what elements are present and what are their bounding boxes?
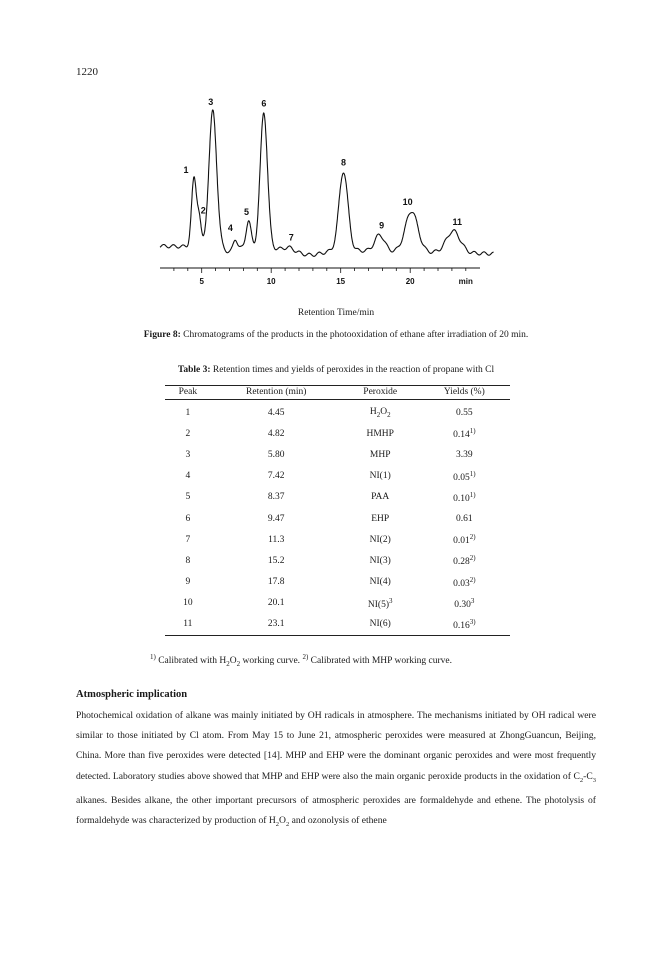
figure-caption-label: Figure 8: xyxy=(143,330,181,340)
cell-retention: 15.2 xyxy=(267,555,285,566)
cell-retention: 17.8 xyxy=(267,577,285,588)
cell-yield xyxy=(419,572,510,593)
peak-label: 8 xyxy=(340,157,346,168)
cell-peak: 8 xyxy=(185,555,191,566)
yield-note: 1) xyxy=(469,427,476,436)
cell-peak: 3 xyxy=(185,449,191,460)
cell-peroxide xyxy=(342,572,419,593)
peroxide-name: $H_2O_2$ xyxy=(369,406,391,419)
figure-caption xyxy=(76,330,596,340)
cell-peroxide xyxy=(342,614,419,636)
yield-note: 2) xyxy=(469,533,476,542)
yield-value: 0.61 xyxy=(456,513,473,524)
yield-note: 3) xyxy=(469,617,476,626)
paragraph-part-2: -C xyxy=(583,770,593,782)
cell-retention: 7.42 xyxy=(267,471,285,482)
footnote-1-text-a: Calibrated with H xyxy=(155,656,227,667)
cell-yield xyxy=(419,529,510,550)
table-row xyxy=(165,400,510,424)
cell-yield xyxy=(419,444,510,465)
cell-retention: 11.3 xyxy=(268,534,285,545)
cell-yield xyxy=(419,614,510,636)
footnote-1-sub2: 2 xyxy=(236,660,241,669)
peroxide-name: NI(3) xyxy=(369,555,391,566)
yield-value: 0.05 xyxy=(453,472,470,483)
paragraph-sub-1: 2 xyxy=(579,776,584,784)
cell-peak: 10 xyxy=(183,598,193,609)
footnote-1-mark: 1) xyxy=(150,653,156,661)
table-row xyxy=(165,593,510,614)
cell-peroxide xyxy=(342,593,419,614)
cell-peroxide xyxy=(342,550,419,571)
peroxide-name: MHP xyxy=(369,449,391,460)
cell-peroxide xyxy=(342,466,419,487)
yield-value: 0.28 xyxy=(453,557,470,568)
cell-peak: 4 xyxy=(185,471,191,482)
paragraph-part-4: O xyxy=(279,814,286,826)
peak-label: 1 xyxy=(183,164,189,175)
cell-yield xyxy=(419,508,510,529)
yield-note: 1) xyxy=(469,490,476,499)
section-heading: Atmospheric implication xyxy=(76,689,188,700)
peak-label: 3 xyxy=(208,97,214,108)
cell-yield xyxy=(419,400,510,424)
table-row xyxy=(165,508,510,529)
paragraph-sub-2: 3 xyxy=(592,776,596,784)
cell-yield xyxy=(419,593,510,614)
yield-value: 0.14 xyxy=(453,430,470,441)
footnote-2-text: Calibrated with MHP working curve. xyxy=(308,656,452,667)
table-row xyxy=(165,466,510,487)
yield-value: 0.16 xyxy=(453,621,470,632)
peroxide-name: HMHP xyxy=(366,428,394,439)
page-number: 1220 xyxy=(76,66,98,78)
cell-retention: 9.47 xyxy=(267,513,285,524)
table-header-row xyxy=(165,386,510,400)
peak-label: 7 xyxy=(288,232,294,243)
peroxide-name: NI(6) xyxy=(369,619,391,630)
peak-label: 5 xyxy=(244,206,250,217)
peroxide-name: NI(5) xyxy=(367,599,389,610)
yield-value: 0.10 xyxy=(453,493,470,504)
peroxide-name: NI(1) xyxy=(369,471,391,482)
table-row xyxy=(165,423,510,444)
header-peak: Peak xyxy=(165,386,211,400)
body-paragraph xyxy=(76,706,596,835)
yield-value: 0.03 xyxy=(453,578,470,589)
yield-note: 3 xyxy=(470,596,475,605)
table-row xyxy=(165,444,510,465)
peak-label: 11 xyxy=(452,216,463,227)
peroxide-note: 3 xyxy=(389,596,393,605)
cell-yield xyxy=(419,423,510,444)
paragraph-part-3: alkanes. Besides alkane, the other important precursors of atmospheric peroxides are formaldehyde and ethene. The photolysis of formaldehyde was characterized by production of H xyxy=(76,794,596,826)
peroxide-name: NI(2) xyxy=(369,534,391,545)
cell-peroxide xyxy=(342,508,419,529)
header-peroxide: Peroxide xyxy=(342,386,419,400)
paragraph-sub-3: 2 xyxy=(275,820,280,828)
yield-value: 0.55 xyxy=(456,407,473,418)
peak-label: 2 xyxy=(200,205,206,216)
yield-note: 2) xyxy=(469,554,476,563)
cell-retention: 8.37 xyxy=(267,492,285,503)
cell-peak: 6 xyxy=(185,513,191,524)
peroxide-name: EHP xyxy=(371,513,390,524)
cell-retention: 5.80 xyxy=(267,449,285,460)
table-row xyxy=(165,529,510,550)
x-tick-label: 5 xyxy=(199,277,204,286)
cell-peak: 7 xyxy=(185,534,191,545)
cell-peroxide xyxy=(342,423,419,444)
yield-value: 3.39 xyxy=(456,449,473,460)
cell-retention: 23.1 xyxy=(211,614,342,636)
footnote-1-sub: 2 xyxy=(226,660,230,669)
cell-peak: 1 xyxy=(185,407,191,418)
figure-caption-text: Chromatograms of the products in the photooxidation of ethane after irradiation of 20 min. xyxy=(180,330,529,340)
table-row xyxy=(165,550,510,571)
header-retention: Retention (min) xyxy=(211,386,342,400)
cell-yield xyxy=(419,550,510,571)
peak-label: 9 xyxy=(379,220,385,231)
table-row xyxy=(165,487,510,508)
cell-peak: 5 xyxy=(185,492,191,503)
x-axis-title: Retention Time/min xyxy=(297,308,375,318)
cell-peroxide xyxy=(342,487,419,508)
x-tick-label: 10 xyxy=(266,277,276,286)
paragraph-part-1: Photochemical oxidation of alkane was mainly initiated by OH radicals in atmosphere. The mechanisms initiated by OH radical were similar to those initiated by Cl atom. From May 15 to June 21, atmospheric peroxides were measured at ZhongGuancun, Beijing, China. More than five peroxides were detected [14]. MHP and EHP were the dominant organic peroxides and were most frequently detected. Laboratory studies above showed that MHP and EHP were also the main organic peroxide products in the oxidation of C xyxy=(76,710,596,782)
cell-peroxide xyxy=(342,529,419,550)
cell-peak: 9 xyxy=(185,577,191,588)
footnote-1-text-c: working curve. xyxy=(240,656,303,667)
yield-value: 0.30 xyxy=(454,599,471,610)
chromatogram-figure xyxy=(150,92,510,304)
paragraph-sub-4: 2 xyxy=(285,820,290,828)
cell-peak: 2 xyxy=(185,428,191,439)
table-footnotes xyxy=(150,653,452,668)
peroxide-name: NI(4) xyxy=(369,577,391,588)
header-yields: Yields (%) xyxy=(419,386,510,400)
cell-peroxide xyxy=(342,400,419,424)
yield-value: 0.01 xyxy=(453,536,470,547)
cell-yield xyxy=(419,466,510,487)
table-caption-text: Retention times and yields of peroxides in the reaction of propane with Cl xyxy=(210,365,495,375)
paragraph-part-5: and ozonolysis of ethene xyxy=(289,814,387,826)
peak-label: 6 xyxy=(261,98,267,109)
cell-retention: 20.1 xyxy=(267,598,285,609)
table-row xyxy=(165,572,510,593)
x-tick-label: 20 xyxy=(405,277,415,286)
yield-note: 1) xyxy=(469,469,476,478)
cell-retention: 4.45 xyxy=(267,407,285,418)
cell-peak: 11 xyxy=(165,614,211,636)
chromatogram-trace xyxy=(160,110,494,256)
x-axis-unit: min xyxy=(458,277,473,286)
footnote-2-mark: 2) xyxy=(302,653,309,661)
table-caption xyxy=(76,365,596,375)
peroxide-name: PAA xyxy=(371,492,390,503)
cell-peroxide xyxy=(342,444,419,465)
peroxide-table xyxy=(165,385,510,636)
table-caption-label: Table 3: xyxy=(177,365,211,375)
peak-label: 10 xyxy=(402,196,413,207)
table-row xyxy=(165,614,510,636)
x-tick-label: 15 xyxy=(336,277,346,286)
peak-label: 4 xyxy=(227,222,233,233)
cell-retention: 4.82 xyxy=(267,428,285,439)
footnote-1-text-b: O xyxy=(229,656,237,667)
table-body xyxy=(165,400,510,636)
cell-yield xyxy=(419,487,510,508)
yield-note: 2) xyxy=(469,575,476,584)
